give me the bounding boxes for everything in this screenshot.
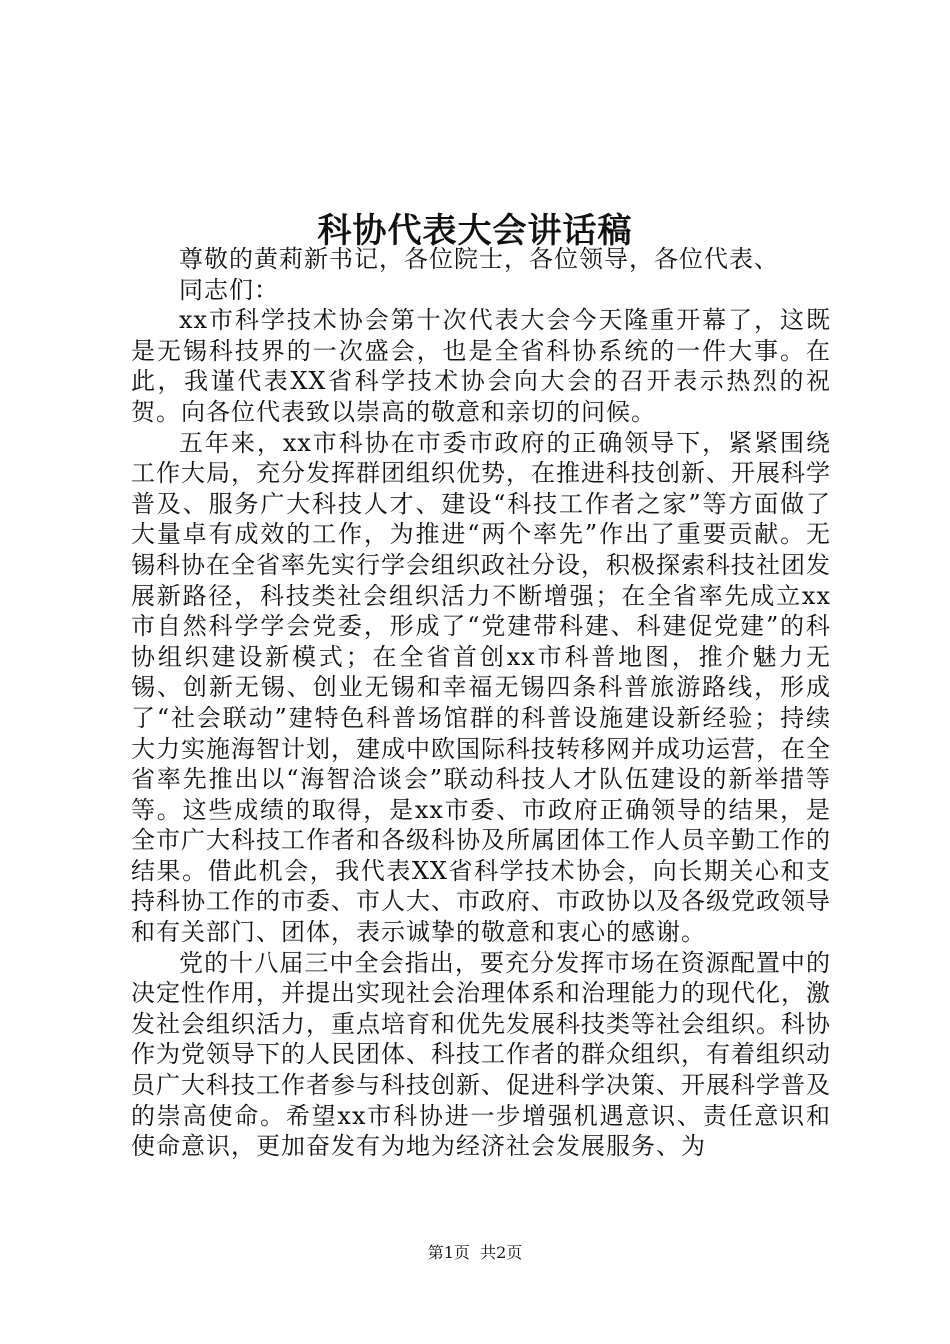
page-title: 科协代表大会讲话稿 [317,210,633,251]
salutation-line-1: 尊敬的黄莉新书记，各位院士，各位领导，各位代表、 [179,245,779,273]
paragraph-opening: xx市科学技术协会第十次代表大会今天隆重开幕了，这既是无锡科技界的一次盛会，也是全省科协系统的一件大事。在此，我谨代表XX省科学技术协会向大会的召开表示热烈的祝贺。向各位代表致以崇高的敬意和亲切的问候。 [131,306,831,426]
salutation-line-2: 同志们： [179,275,279,304]
document-body [131,244,831,1162]
paragraph-expectations: 党的十八届三中全会指出，要充分发挥市场在资源配置中的决定性作用，并提出实现社会治理体系和治理能力的现代化，激发社会组织活力，重点培育和优先发展科技类等社会组织。科协作为党领导下的人民团体、科技工作者的群众组织，有着组织动员广大科技工作者参与科技创新、促进科学决策、开展科学普及的崇高使命。希望xx市科协进一步增强机遇意识、责任意识和使命意识，更加奋发有为地为经济社会发展服务、为 [131,948,831,1161]
paragraph-achievements: 五年来，xx市科协在市委市政府的正确领导下，紧紧围绕工作大局，充分发挥群团组织优势，在推进科技创新、开展科学普及、服务广大科技人才、建设“科技工作者之家”等方面做了大量卓有成效的工作，为推进“两个率先”作出了重要贡献。无锡科协在全省率先实行学会组织政社分设，积极探索科技社团发展新路径，科技类社会组织活力不断增强；在全省率先成立xx市自然科学学会党委，形成了“党建带科建、科建促党建”的科协组织建设新模式；在全省首创xx市科普地图，推介魅力无锡、创新无锡、创业无锡和幸福无锡四条科普旅游路线，形成了“社会联动”建特色科普场馆群的科普设施建设新经验；持续大力实施海智计划，建成中欧国际科技转移网并成功运营，在全省率先推出以“海智洽谈会”联动科技人才队伍建设的新举措等等。这些成绩的取得，是xx市委、市政府正确领导的结果，是全市广大科技工作者和各级科协及所属团体工作人员辛勤工作的结果。借此机会，我代表XX省科学技术协会，向长期关心和支持科协工作的市委、市人大、市政府、市政协以及各级党政领导和有关部门、团体，表示诚挚的敬意和衷心的感谢。 [131,428,831,947]
page-number-footer: 第1页 共2页 [427,1243,523,1262]
